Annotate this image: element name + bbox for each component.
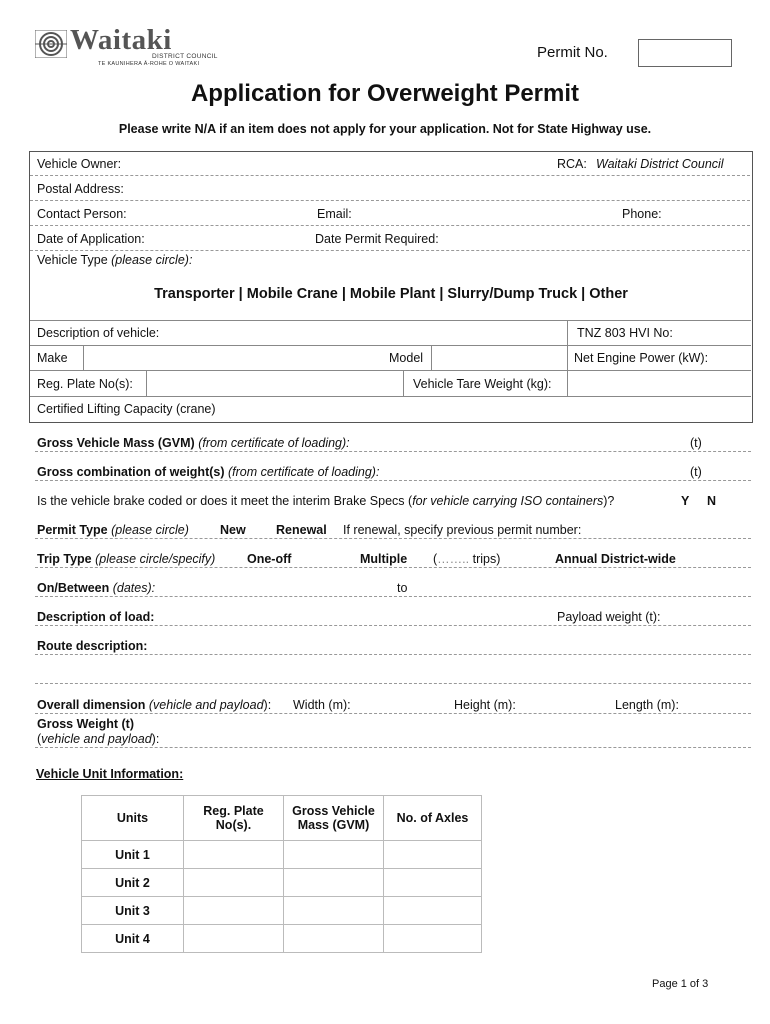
description-of-vehicle-label: Description of vehicle: xyxy=(37,326,160,340)
vehicle-type-row xyxy=(37,253,192,267)
reg-plate-label: Reg. Plate No(s): xyxy=(37,377,133,391)
reg-plate-cell[interactable] xyxy=(184,925,284,953)
height-label: Height (m): xyxy=(454,698,516,712)
col-gvm xyxy=(284,796,384,841)
gross-weight-label: Gross Weight (t) xyxy=(37,717,134,731)
vehicle-owner-label: Vehicle Owner: xyxy=(37,157,122,171)
trip-type-hint: (please circle/specify) xyxy=(95,552,216,566)
contact-person-label: Contact Person: xyxy=(37,207,127,221)
page-number: Page 1 of 3 xyxy=(652,978,709,990)
gvm-cell[interactable] xyxy=(284,897,384,925)
route-description-label: Route description: xyxy=(37,639,148,653)
trip-multiple-option[interactable]: Multiple xyxy=(360,552,408,566)
vehicle-tare-weight-label: Vehicle Tare Weight (kg): xyxy=(413,377,552,391)
gvm-cell[interactable] xyxy=(284,925,384,953)
gcw-unit: (t) xyxy=(690,465,702,479)
logo-tagline: TE KAUNIHERA Ā-ROHE O WAITAKI xyxy=(98,61,200,67)
gvm-label: Gross Vehicle Mass (GVM) xyxy=(37,436,195,450)
payload-weight-label: Payload weight (t): xyxy=(557,610,661,624)
postal-address-label: Postal Address: xyxy=(37,182,124,196)
unit-info-heading: Vehicle Unit Information: xyxy=(36,767,184,781)
vehicle-type-hint: (please circle): xyxy=(111,253,193,267)
col-gvm-text: Gross Vehicle Mass (GVM) xyxy=(292,804,375,832)
date-permit-required-label: Date Permit Required: xyxy=(315,232,439,246)
vehicle-type-options[interactable]: Transporter | Mobile Crane | Mobile Plant | Slurry/Dump Truck | Other xyxy=(154,286,628,302)
trip-count xyxy=(433,552,500,566)
rca-value: Waitaki District Council xyxy=(596,157,724,171)
gcw-label: Gross combination of weight(s) xyxy=(37,465,225,479)
brake-question: Is the vehicle brake coded or does it meet the interim Brake Specs ( xyxy=(37,494,413,508)
waitaki-logo-icon xyxy=(35,30,67,58)
trip-count-dots[interactable]: …….. xyxy=(437,552,470,566)
date-of-application-label: Date of Application: xyxy=(37,232,145,246)
brake-hint: for vehicle carrying ISO containers xyxy=(412,494,604,508)
net-engine-power-label: Net Engine Power (kW): xyxy=(574,351,709,365)
axles-cell[interactable] xyxy=(384,841,482,869)
gross-weight-hint-close: ): xyxy=(151,732,160,746)
brake-question-row xyxy=(37,494,614,508)
overall-dimension-hint: (vehicle and payload xyxy=(148,698,264,712)
brake-yes-option[interactable]: Y xyxy=(681,494,690,508)
on-between-label: On/Between xyxy=(37,581,110,595)
reg-plate-cell[interactable] xyxy=(184,841,284,869)
col-axles: No. of Axles xyxy=(384,796,482,841)
on-between-to: to xyxy=(397,581,408,595)
width-label: Width (m): xyxy=(293,698,351,712)
vehicle-type-label: Vehicle Type xyxy=(37,253,108,267)
permit-type-label: Permit Type xyxy=(37,523,108,537)
permit-type-row xyxy=(37,523,189,537)
permit-renewal-option[interactable]: Renewal xyxy=(276,523,327,537)
trip-type-label: Trip Type xyxy=(37,552,92,566)
unit-label: Unit 4 xyxy=(82,925,184,953)
permit-renewal-note: If renewal, specify previous permit number: xyxy=(343,523,582,537)
page-subtitle: Please write N/A if an item does not apply for your application. Not for State Highway use. xyxy=(118,122,652,136)
phone-label: Phone: xyxy=(622,207,662,221)
email-label: Email: xyxy=(317,207,352,221)
brake-question-end: )? xyxy=(603,494,615,508)
table-row xyxy=(82,841,482,869)
logo-name: Waitaki xyxy=(70,24,172,56)
unit-label: Unit 1 xyxy=(82,841,184,869)
lifting-capacity-label: Certified Lifting Capacity (crane) xyxy=(37,402,216,416)
permit-type-hint: (please circle) xyxy=(111,523,189,537)
permit-no-label: Permit No. xyxy=(537,44,608,61)
on-between-hint: (dates): xyxy=(112,581,156,595)
length-label: Length (m): xyxy=(615,698,679,712)
gvm-cell[interactable] xyxy=(284,869,384,897)
gvm-unit: (t) xyxy=(690,436,702,450)
trip-count-close: trips) xyxy=(469,552,501,566)
trip-type-row xyxy=(37,552,215,566)
col-reg-plate-text: Reg. Plate No(s). xyxy=(203,804,264,832)
gross-weight-hint-row xyxy=(37,732,159,746)
axles-cell[interactable] xyxy=(384,897,482,925)
gross-weight-hint-open: ( xyxy=(37,732,42,746)
gross-weight-hint: vehicle and payload xyxy=(41,732,152,746)
gvm-row xyxy=(37,436,350,450)
reg-plate-cell[interactable] xyxy=(184,897,284,925)
logo-subtitle: DISTRICT COUNCIL xyxy=(152,53,218,60)
col-units: Units xyxy=(82,796,184,841)
vehicle-unit-table xyxy=(81,795,482,953)
on-between-row xyxy=(37,581,155,595)
axles-cell[interactable] xyxy=(384,869,482,897)
gcw-hint: (from certificate of loading): xyxy=(228,465,380,479)
rca-label: RCA: xyxy=(557,157,587,171)
col-reg-plate xyxy=(184,796,284,841)
overall-dimension-end: ): xyxy=(263,698,272,712)
trip-annual-option[interactable]: Annual District-wide xyxy=(555,552,676,566)
permit-new-option[interactable]: New xyxy=(220,523,246,537)
unit-label: Unit 2 xyxy=(82,869,184,897)
page-title: Application for Overweight Permit xyxy=(190,80,580,107)
permit-no-field[interactable] xyxy=(638,39,732,67)
unit-label: Unit 3 xyxy=(82,897,184,925)
model-label: Model xyxy=(389,351,424,365)
table-row xyxy=(82,925,482,953)
brake-no-option[interactable]: N xyxy=(707,494,717,508)
axles-cell[interactable] xyxy=(384,925,482,953)
gvm-cell[interactable] xyxy=(284,841,384,869)
table-row xyxy=(82,869,482,897)
table-row xyxy=(82,897,482,925)
overall-dimension-label: Overall dimension xyxy=(37,698,146,712)
reg-plate-cell[interactable] xyxy=(184,869,284,897)
description-of-load-label: Description of load: xyxy=(37,610,155,624)
overall-dimension-row xyxy=(37,698,271,712)
make-label: Make xyxy=(37,351,68,365)
trip-oneoff-option[interactable]: One-off xyxy=(247,552,292,566)
gcw-row xyxy=(37,465,379,479)
gvm-hint: (from certificate of loading): xyxy=(198,436,350,450)
tnz-hvi-label: TNZ 803 HVI No: xyxy=(577,326,673,340)
trip-count-open: ( xyxy=(433,552,438,566)
